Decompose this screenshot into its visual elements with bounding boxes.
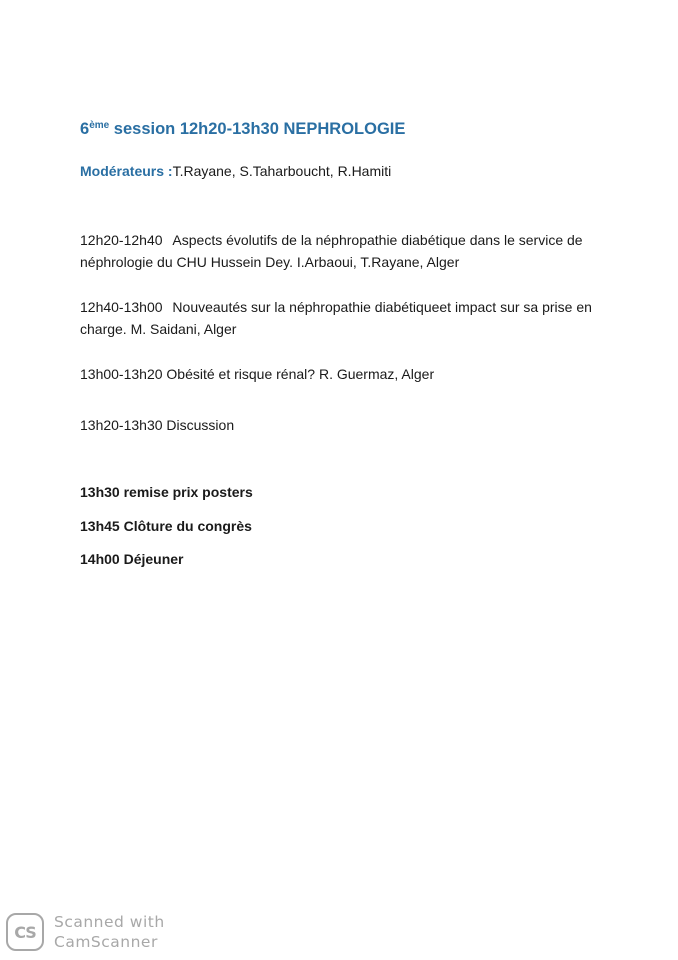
talk-time: 13h20-13h30 [80, 417, 163, 433]
talk-text: Discussion [166, 417, 235, 433]
talk-text: Nouveautés sur la néphropathie diabétiqueet impact sur sa prise en charge. M. Saidani, Alger [80, 299, 592, 337]
moderators-names: T.Rayane, S.Taharboucht, R.Hamiti [172, 163, 392, 179]
closing-item: 13h45 Clôture du congrès [80, 518, 252, 534]
watermark-text [54, 912, 165, 952]
talk-time: 12h20-12h40 [80, 232, 167, 248]
talk-text: Obésité et risque rénal? R. Guermaz, Alger [166, 366, 435, 382]
camscanner-logo-icon: CS [6, 913, 44, 951]
talk-item [80, 414, 620, 436]
session-title [80, 120, 405, 139]
session-superscript: ème [89, 120, 110, 131]
moderators-line [80, 163, 391, 179]
talk-item [80, 363, 620, 385]
talk-text: Aspects évolutifs de la néphropathie diabétique dans le service de néphrologie du CHU Hussein Dey. I.Arbaoui, T.Rayane, Alger [80, 232, 583, 270]
talk-item [80, 296, 620, 340]
watermark-line-2: CamScanner [54, 933, 158, 951]
closing-item: 14h00 Déjeuner [80, 551, 184, 567]
camscanner-watermark [6, 912, 165, 952]
talk-time: 12h40-13h00 [80, 299, 167, 315]
moderators-label: Modérateurs : [80, 163, 173, 179]
talk-item [80, 229, 620, 273]
talk-time: 13h00-13h20 [80, 366, 163, 382]
watermark-line-1: Scanned with [54, 913, 165, 931]
session-title-text: session 12h20-13h30 NEPHROLOGIE [109, 120, 406, 138]
session-number: 6 [80, 120, 90, 138]
closing-item: 13h30 remise prix posters [80, 484, 253, 500]
